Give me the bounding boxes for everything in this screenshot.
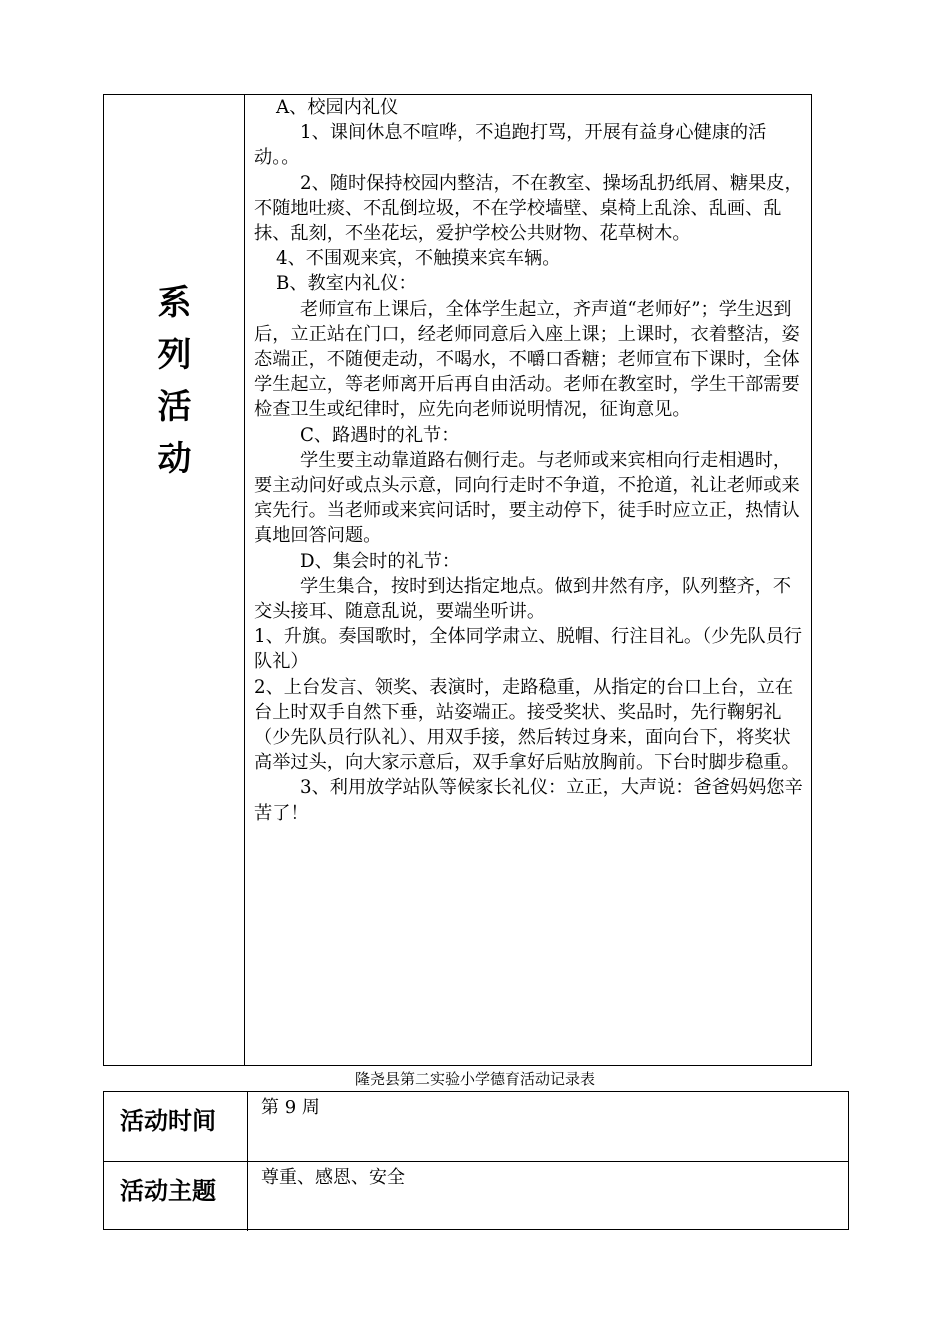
activity-theme-label-cell (104, 1162, 248, 1231)
label-char: 系 (157, 283, 192, 323)
content-paragraph: D、集会时的礼节： (300, 550, 461, 572)
activity-theme-value: 尊重、感恩、安全 (261, 1167, 405, 1188)
activity-time-value: 第 9 周 (261, 1097, 320, 1118)
label-char: 动 (157, 439, 192, 479)
record-table (103, 1091, 849, 1230)
content-paragraph: 2、随时保持校园内整洁，不在教室、操场乱扔纸屑、糖果皮，不随地吐痰、不乱倒垃圾，不在学校墙壁、桌椅上乱涂、乱画、乱抹、乱刻，不坐花坛，爱护学校公共财物、花草树木。 (254, 172, 803, 245)
content-paragraph: 4、不围观来宾，不触摸来宾车辆。 (276, 248, 561, 270)
content-paragraph: 学生集合，按时到达指定地点。做到井然有序，队列整齐，不交头接耳、随意乱说，要端坐听讲。 (254, 575, 792, 623)
series-activity-content (254, 95, 807, 826)
label-char: 活 (157, 387, 192, 427)
content-paragraph: B、教室内礼仪： (276, 273, 417, 295)
content-paragraph: 老师宣布上课后，全体学生起立，齐声道“老师好”；学生迟到后，立正站在门口，经老师同意后入座上课；上课时，衣着整洁，姿态端正，不随便走动，不喝水，不嚼口香糖；老师宣布下课时，全体学生起立，等老师离开后再自由活动。老师在教室时，学生干部需要检查卫生或纪律时，应先向老师说明情况，征询意见。 (254, 298, 800, 421)
content-paragraph: 1、升旗。奏国歌时，全体同学肃立、脱帽、行注目礼。（少先队员行队礼） (254, 626, 803, 673)
series-activity-table (103, 94, 812, 1066)
activity-theme-label: 活动主题 (120, 1176, 216, 1205)
label-char: 列 (157, 335, 192, 375)
series-activity-label-cell (104, 95, 245, 1065)
table-caption: 隆尧县第二实验小学德育活动记录表 (354, 1070, 595, 1088)
activity-theme-row (104, 1162, 848, 1231)
activity-time-row (104, 1092, 848, 1162)
activity-time-label: 活动时间 (120, 1106, 216, 1135)
content-paragraph: C、路遇时的礼节： (300, 424, 460, 446)
content-paragraph: 3、利用放学站队等候家长礼仪：立正，大声说：爸爸妈妈您辛苦了！ (254, 777, 803, 824)
content-paragraph: A、校园内礼仪 (276, 97, 399, 118)
content-paragraph: 2、上台发言、领奖、表演时，走路稳重，从指定的台口上台，立在台上时双手自然下垂，站姿端正。接受奖状、奖品时，先行鞠躬礼（少先队员行队礼）、用双手接，然后转过身来，面向台下，将奖状高举过头，向大家示意后，双手拿好后贴放胸前。下台时脚步稳重。 (254, 676, 800, 774)
content-paragraph: 1、课间休息不喧哗，不追跑打骂，开展有益身心健康的活动。。 (254, 122, 767, 169)
content-paragraph: 学生要主动靠道路右侧行走。与老师或来宾相向行走相遇时，要主动问好或点头示意，同向行走时不争道，不抢道，礼让老师或来宾先行。当老师或来宾问话时，要主动停下，徒手时应立正，热情认真地回答问题。 (254, 449, 800, 547)
activity-time-label-cell (104, 1092, 248, 1161)
